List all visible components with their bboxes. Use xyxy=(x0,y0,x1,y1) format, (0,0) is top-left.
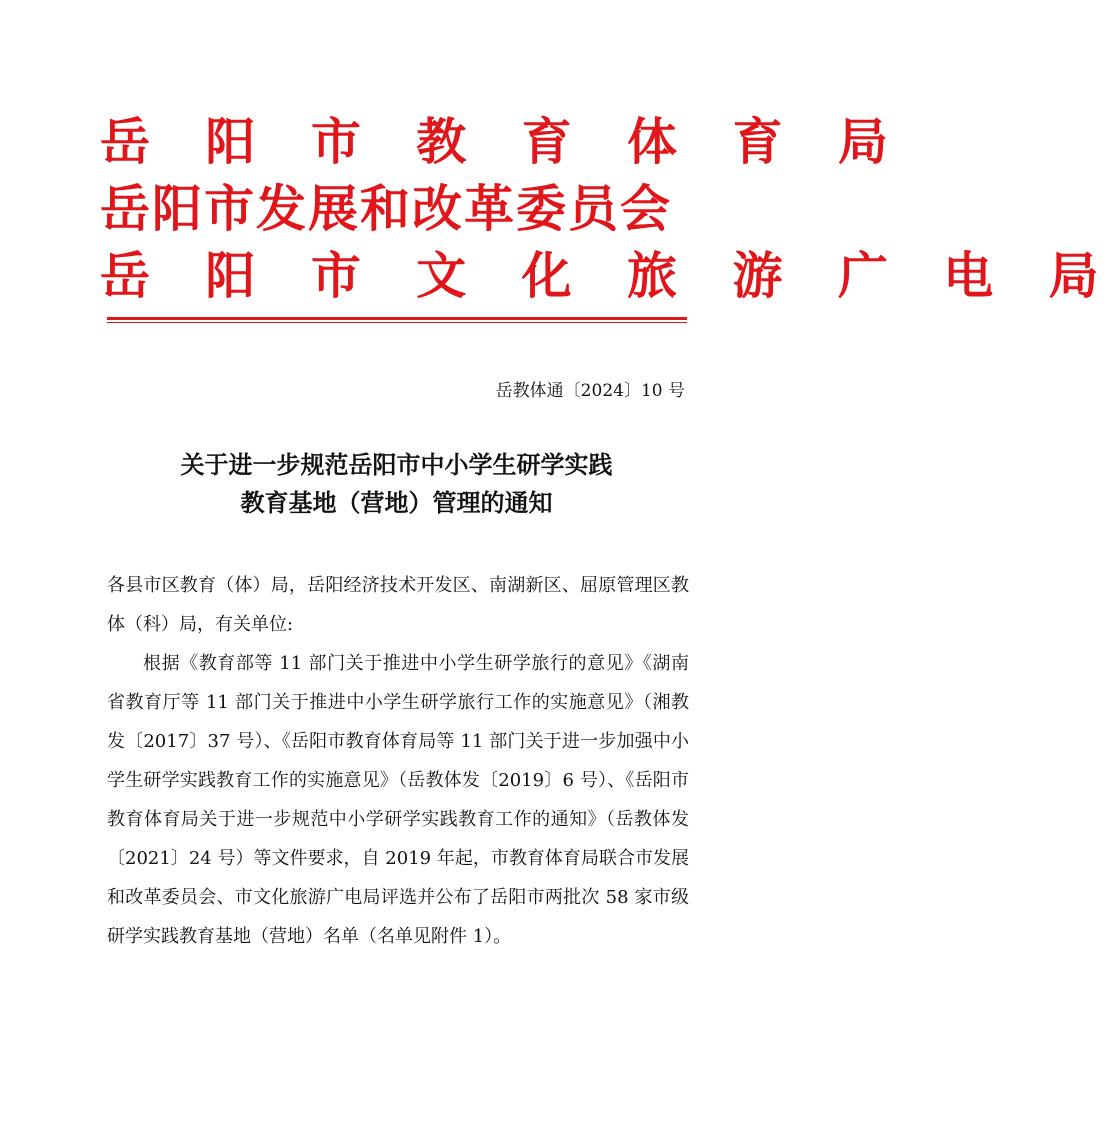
agency-development-reform-commission: 岳阳市发展和改革委员会 xyxy=(100,179,672,238)
document-title xyxy=(100,446,693,522)
title-line-2: 教育基地（营地）管理的通知 xyxy=(240,488,553,517)
document-body xyxy=(107,566,689,956)
body-paragraph: 根据《教育部等 11 部门关于推进中小学生研学旅行的意见》《湖南省教育厅等 11 部门关于推进中小学生研学旅行工作的实施意见》（湘教发〔2017〕37 号）、《岳阳市教育体育局等 11 部门关于进一步加强中小学生研学实践教育工作的实施意见》（岳教体发〔2019〕6 号）、《岳阳市教育体育局关于进一步规范中小学研学实践教育工作的通知》（岳教体发〔2021〕24 号）等文件要求，自 2019 年起，市教育体育局联合市发展和改革委员会、市文化旅游广电局评选并公布了岳阳市两批次 58 家市级研学实践教育基地（营地）名单（名单见附件 1）。 xyxy=(107,653,689,947)
issuing-agencies-header xyxy=(100,108,1118,309)
agency-education-sports-bureau: 岳 阳 市 教 育 体 育 局 xyxy=(100,112,907,171)
title-line-1: 关于进一步规范岳阳市中小学生研学实践 xyxy=(180,450,613,479)
agency-culture-tourism-bureau: 岳 阳 市 文 化 旅 游 广 电 局 xyxy=(100,246,1118,305)
red-divider-thin xyxy=(107,322,687,323)
document-number: 岳教体通〔2024〕10 号 xyxy=(495,381,685,401)
salutation: 各县市区教育（体）局，岳阳经济技术开发区、南湖新区、屈原管理区教体（科）局，有关单位: xyxy=(107,575,689,635)
red-divider-thick xyxy=(107,317,687,320)
